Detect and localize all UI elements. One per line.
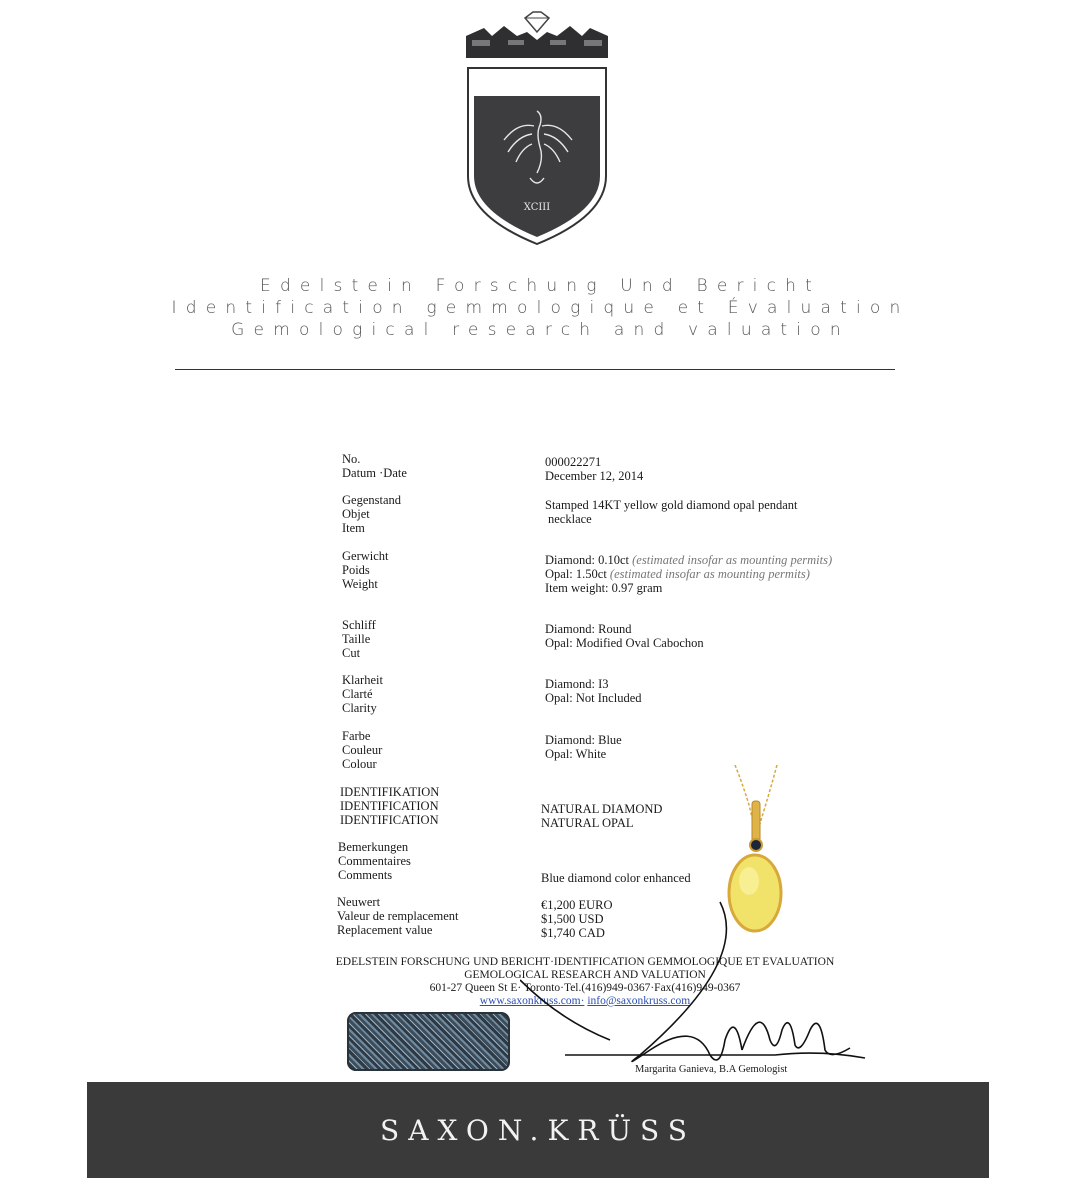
item-labels: Gegenstand Objet Item [342, 493, 402, 535]
identification-values: NATURAL DIAMOND NATURAL OPAL [541, 802, 663, 830]
colour-values: Diamond: Blue Opal: White [545, 733, 622, 761]
signature [520, 880, 880, 1080]
weight-values: Diamond: 0.10ct (estimated insofar as mounting permits) Opal: 1.50ct (estimated insofar as mounting permits) Item weight: 0.97 gram [545, 553, 833, 595]
replacement-labels: Neuwert Valeur de remplacement Replacement value [337, 895, 459, 937]
header-divider [175, 369, 895, 370]
certificate-number: 000022271 [545, 455, 602, 469]
svg-text:XCIII: XCIII [523, 202, 551, 213]
identification-labels: IDENTIFIKATION IDENTIFICATION IDENTIFICATION [340, 785, 440, 827]
cut-labels: Schliff Taille Cut [342, 618, 376, 660]
website-link[interactable]: www.saxonkruss.com· [479, 995, 585, 1007]
replacement-values: €1,200 EURO $1,500 USD $1,740 CAD [541, 898, 613, 940]
footer-address: EDELSTEIN FORSCHUNG UND BERICHT·IDENTIFICATION GEMMOLOGIQUE ET EVALUATION GEMOLOGICAL RESEARCH AND VALUATION 601-27 Queen St E· Toronto·Tel.(416)949-0367·Fax(416)949-0367 www.saxonkruss.com· info@saxonkruss.com [335, 956, 835, 1007]
colour-labels: Farbe Couleur Colour [342, 729, 383, 771]
email-link[interactable]: info@saxonkruss.com [587, 995, 691, 1007]
hologram-seal [347, 1012, 510, 1071]
brand-name: SAXON.KRÜSS [380, 1113, 696, 1147]
crest-logo [462, 6, 612, 246]
signatory-name: Margarita Ganieva, B.A Gemologist [635, 1064, 788, 1075]
certificate-date: December 12, 2014 [545, 469, 644, 483]
brand-band [87, 1082, 989, 1178]
header-line-french: Identification gemmologique et Évaluation [171, 298, 910, 318]
clarity-values: Diamond: I3 Opal: Not Included [545, 677, 642, 705]
header-line-english: Gemological research and valuation [231, 320, 850, 340]
comments-values: Blue diamond color enhanced [541, 871, 691, 885]
weight-labels: Gerwicht Poids Weight [342, 549, 389, 591]
number-date-labels: No. Datum ·Date [342, 452, 407, 480]
header-line-german: Edelstein Forschung Und Bericht [260, 276, 821, 296]
comments-labels: Bemerkungen Commentaires Comments [338, 840, 411, 882]
number-date-values [545, 455, 643, 483]
cut-values: Diamond: Round Opal: Modified Oval Cabochon [545, 622, 704, 650]
item-values: Stamped 14KT yellow gold diamond opal pendant necklace [545, 498, 798, 526]
clarity-labels: Klarheit Clarté Clarity [342, 673, 383, 715]
